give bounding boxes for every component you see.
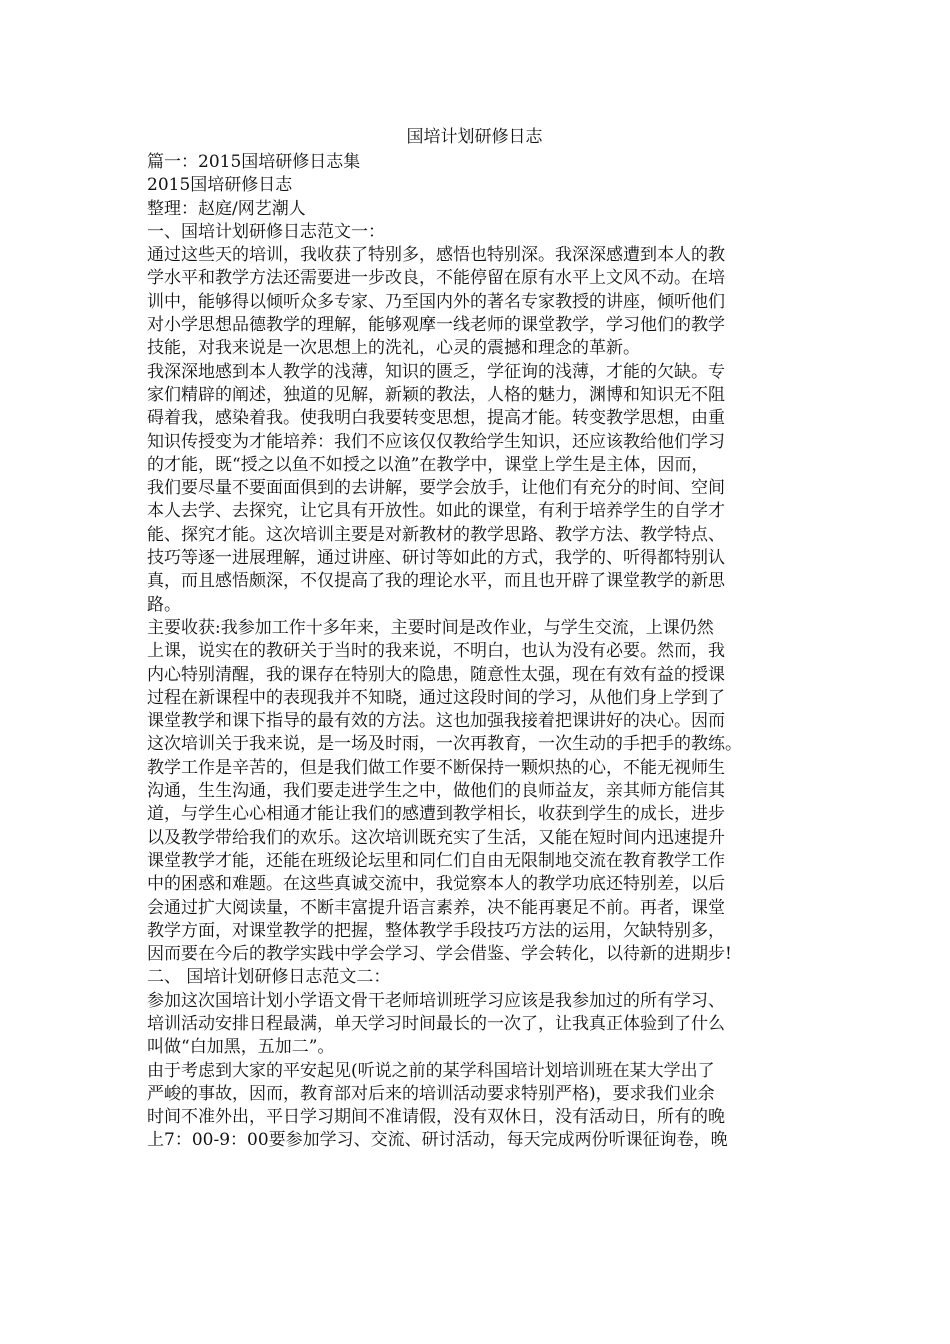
text-line: 教学工作是辛苦的，但是我们做工作要不断保持一颗炽热的心，不能无视师生 [147, 757, 725, 778]
text-line: 路。 [147, 594, 181, 615]
text-line: 由于考虑到大家的平安起见(听说之前的某学科国培计划培训班在某大学出了 [147, 1060, 715, 1081]
text-line: 课堂教学才能，还能在班级论坛里和同仁们自由无限制地交流在教育教学工作 [147, 850, 725, 871]
text-line: 因而要在今后的教学实践中学会学习、学会借鉴、学会转化，以待新的进期步! [147, 944, 732, 965]
text-line: 训中，能够得以倾听众多专家、乃至国内外的著名专家教授的讲座，倾听他们 [147, 291, 725, 312]
text-line: 对小学思想品德教学的理解，能够观摩一线老师的课堂教学，学习他们的教学 [147, 315, 725, 336]
document-body [147, 151, 812, 1153]
text-line: 严峻的事故，因而，教育部对后来的培训活动要求特别严格)，要求我们业余 [147, 1083, 715, 1104]
text-line: 本人去学、去探究，让它具有开放性。如此的课堂，有利于培养学生的自学才 [147, 501, 725, 522]
text-line: 过程在新课程中的表现我并不知晓，通过这段时间的学习，从他们身上学到了 [147, 687, 725, 708]
text-line: 以及教学带给我们的欢乐。这次培训既充实了生活，又能在短时间内迅速提升 [147, 827, 725, 848]
text-line: 我们要尽量不要面面俱到的去讲解，要学会放手，让他们有充分的时间、空间 [147, 478, 725, 499]
text-line: 上课，说实在的教研关于当时的我来说，不明白，也认为没有必要。然而，我 [147, 641, 725, 662]
text-line: 教学方面，对课堂教学的把握，整体教学手段技巧方法的运用，欠缺特别多， [147, 920, 725, 941]
text-line: 整理：赵庭/网艺潮人 [147, 198, 306, 219]
text-line: 技能，对我来说是一次思想上的洗礼，心灵的震撼和理念的革新。 [147, 338, 640, 359]
text-line: 中的困惑和难题。在这些真诚交流中，我觉察本人的教学功底还特别差，以后 [147, 874, 725, 895]
text-line: 我深深地感到本人教学的浅薄，知识的匮乏，学征询的浅薄，才能的欠缺。专 [147, 361, 725, 382]
text-line: 道，与学生心心相通才能让我们的感遭到教学相长，收获到学生的成长，进步 [147, 804, 725, 825]
text-line: 时间不准外出，平日学习期间不准请假，没有双休日，没有活动日，所有的晚 [147, 1107, 725, 1128]
text-line: 二、 国培计划研修日志范文二： [147, 967, 391, 988]
text-line: 能、探究才能。这次培训主要是对新教材的教学思路、教学方法、教学特点、 [147, 524, 725, 545]
text-line: 叫做“白加黑，五加二”。 [147, 1037, 335, 1058]
text-line: 课堂教学和课下指导的最有效的方法。这也加强我接着把课讲好的决心。因而 [147, 711, 725, 732]
text-line: 主要收获:我参加工作十多年来，主要时间是改作业，与学生交流，上课仍然 [147, 617, 714, 638]
text-line: 学水平和教学方法还需要进一步改良，不能停留在原有水平上文风不动。在培 [147, 268, 725, 289]
text-line: 技巧等逐一进展理解，通过讲座、研讨等如此的方式，我学的、听得都特别认 [147, 548, 725, 569]
text-line: 篇一：2015国培研修日志集 [147, 152, 361, 172]
text-line: 这次培训关于我来说，是一场及时雨，一次再教育，一次生动的手把手的教练。 [147, 734, 742, 755]
text-line: 2015国培研修日志 [147, 175, 293, 196]
text-line: 的才能，既“授之以鱼不如授之以渔”在教学中，课堂上学生是主体，因而， [147, 454, 709, 475]
text-line: 沟通，生生沟通，我们要走进学生之中，做他们的良师益友，亲其师方能信其 [147, 781, 725, 802]
text-line: 一、国培计划研修日志范文一： [147, 221, 385, 242]
text-line: 参加这次国培计划小学语文骨干老师培训班学习应该是我参加过的所有学习、 [147, 990, 725, 1011]
text-line: 会通过扩大阅读量，不断丰富提升语言素养，决不能再裹足不前。再者，课堂 [147, 897, 725, 918]
text-line: 碍着我，感染着我。使我明白我要转变思想，提高才能。转变教学思想，由重 [147, 408, 725, 429]
document-title: 国培计划研修日志 [406, 127, 543, 147]
text-line: 上7：00-9：00要参加学习、交流、研讨活动，每天完成两份听课征询卷，晚 [147, 1130, 728, 1151]
text-line: 内心特别清醒，我的课存在特别大的隐患，随意性太强，现在有效有益的授课 [147, 664, 725, 685]
document-page [147, 126, 812, 1153]
text-line: 知识传授变为才能培养：我们不应该仅仅教给学生知识，还应该教给他们学习 [147, 431, 725, 452]
text-line: 家们精辟的阐述，独道的见解，新颖的教法，人格的魅力，渊博和知识无不阻 [147, 384, 725, 405]
text-line: 通过这些天的培训，我收获了特别多，感悟也特别深。我深深感遭到本人的教 [147, 245, 725, 266]
text-line: 培训活动安排日程最满，单天学习时间最长的一次了，让我真正体验到了什么 [147, 1013, 725, 1034]
text-line: 真，而且感悟颇深，不仅提高了我的理论水平，而且也开辟了课堂教学的新思 [147, 571, 725, 592]
